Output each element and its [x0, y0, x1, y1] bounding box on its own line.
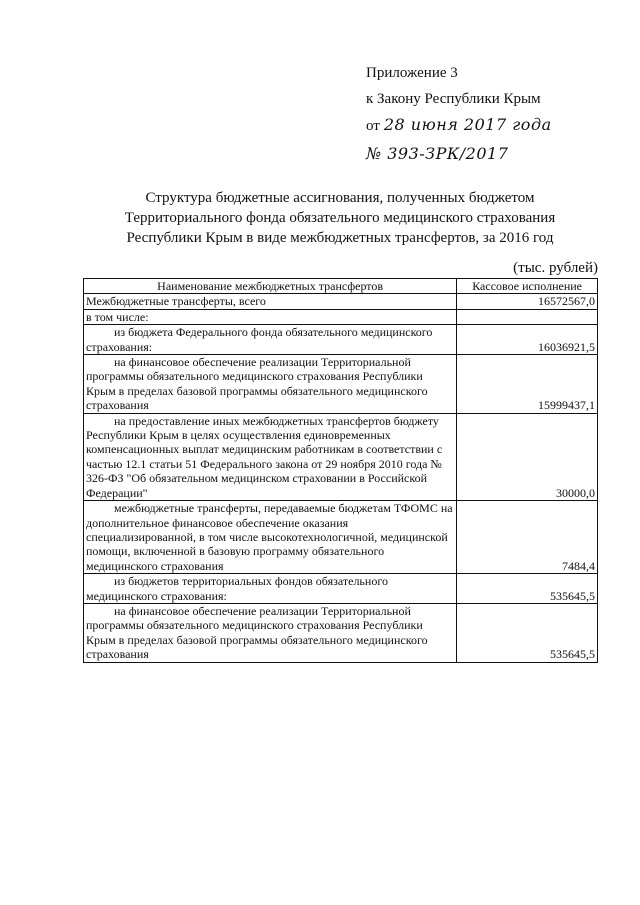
- row-value: 16572567,0: [457, 294, 598, 309]
- handwritten-date: 28 июня 2017 года: [383, 115, 552, 134]
- table-row: [84, 574, 598, 604]
- row-value: 15999437,1: [457, 355, 598, 414]
- table-row: [84, 355, 598, 414]
- table-row: [84, 309, 598, 324]
- row-name: [84, 413, 457, 500]
- row-value: 16036921,5: [457, 325, 598, 355]
- row-name-text: из бюджета Федерального фонда обязательного медицинского страхования:: [86, 325, 433, 354]
- header-name: Наименование межбюджетных трансфертов: [84, 279, 457, 294]
- row-name-text: из бюджетов территориальных фондов обязательного медицинского страхования:: [86, 574, 388, 603]
- row-name: [84, 355, 457, 414]
- row-name: [84, 501, 457, 574]
- row-value: 30000,0: [457, 413, 598, 500]
- row-name: [84, 603, 457, 662]
- table-row: [84, 413, 598, 500]
- row-name: Межбюджетные трансферты, всего: [84, 294, 457, 309]
- row-name: [84, 325, 457, 355]
- table-row: [84, 325, 598, 355]
- row-value: 535645,5: [457, 603, 598, 662]
- title-line-3: Республики Крым в виде межбюджетных трансфертов, за 2016 год: [126, 230, 554, 246]
- row-name: [84, 574, 457, 604]
- row-name-text: на финансовое обеспечение реализации Территориальной программы обязательного медицинского страхования Республики Крым в пределах базовой программы обязательного медицинского страхования: [86, 355, 428, 413]
- title-line-2: Территориального фонда обязательного медицинского страхования: [124, 210, 556, 226]
- row-value: 535645,5: [457, 574, 598, 604]
- unit-label: (тыс. рублей): [513, 260, 598, 276]
- appendix-number: Приложение 3: [366, 65, 458, 81]
- table-row: [84, 501, 598, 574]
- transfers-table: [83, 278, 598, 663]
- appendix-law-reference: к Закону Республики Крым: [366, 91, 541, 107]
- row-value: [457, 309, 598, 324]
- appendix-date-line: [366, 112, 552, 167]
- document-title: [60, 188, 620, 248]
- table-row: [84, 603, 598, 662]
- table-header-row: [84, 279, 598, 294]
- handwritten-law-number: № 393-ЗРК/2017: [366, 144, 509, 163]
- date-prefix: от: [366, 118, 380, 134]
- row-name-text: на предоставление иных межбюджетных трансфертов бюджету Республики Крым в целях осуществления единовременных компенсационных выплат медицинским работникам в соответствии с частью 12.1 статьи 51 Федерального закона от 29 ноября 2010 года № 326-ФЗ "Об обязательном медицинском страховании в Российской Федерации": [86, 413, 443, 500]
- appendix-block: [366, 60, 552, 167]
- row-name-text: на финансовое обеспечение реализации Территориальной программы обязательного медицинского страхования Республики Крым в пределах базовой программы обязательного медицинского страхования: [86, 603, 428, 662]
- title-line-1: Структура бюджетные ассигнования, полученных бюджетом: [145, 190, 535, 206]
- header-value: Кассовое исполнение: [457, 279, 598, 294]
- row-name-text: межбюджетные трансферты, передаваемые бюджетам ТФОМС на дополнительное финансовое обеспечение оказания специализированной, в том числе высокотехнологичной, медицинской помощи, включенной в базовую программу обязательного медицинского страхования: [86, 501, 453, 573]
- row-value: 7484,4: [457, 501, 598, 574]
- table-row: [84, 294, 598, 309]
- row-name: в том числе:: [84, 309, 457, 324]
